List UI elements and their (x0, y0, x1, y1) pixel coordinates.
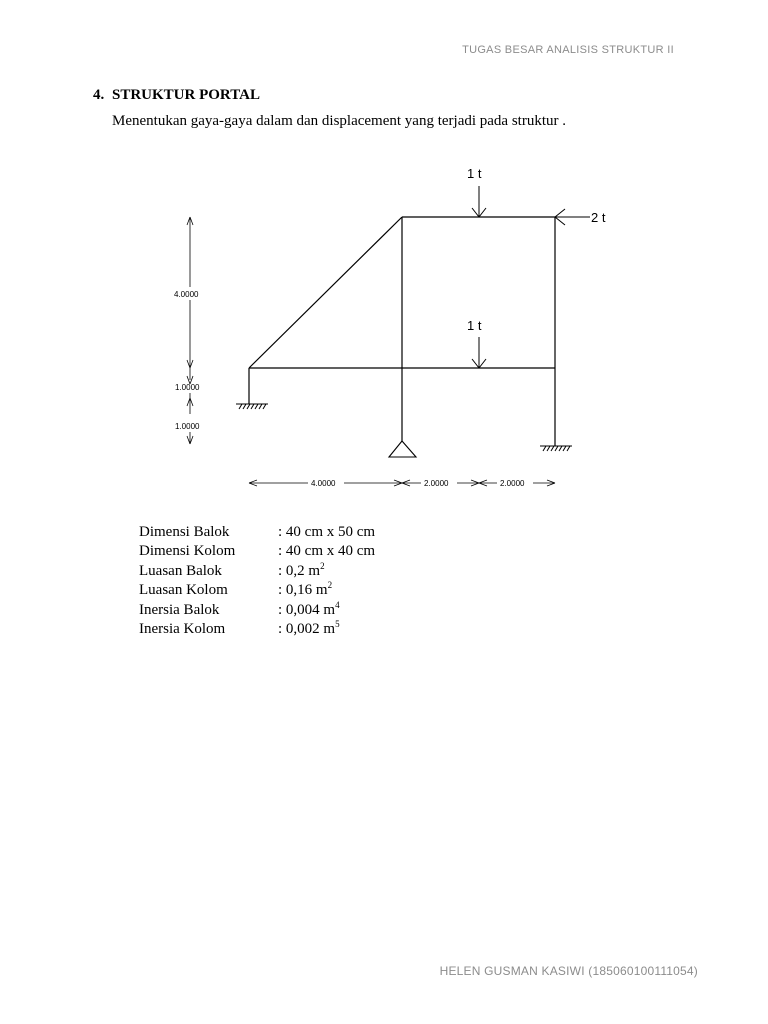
property-value: : 0,2 m (278, 562, 321, 579)
vertical-dim-mid: 1.0000 (175, 383, 200, 392)
section-number: 4. (93, 87, 105, 103)
property-exponent: 4 (335, 599, 340, 610)
property-row (139, 562, 375, 581)
property-row (139, 581, 375, 600)
property-label: Inersia Kolom (139, 620, 226, 637)
property-row (139, 542, 375, 561)
property-label: Dimensi Balok (139, 524, 230, 540)
property-value: : 0,004 m (278, 601, 336, 618)
property-row (139, 620, 375, 639)
left-fixed-support (236, 404, 268, 409)
property-label: Inersia Balok (139, 601, 220, 618)
property-row (139, 601, 375, 620)
property-value: : 40 cm x 50 cm (278, 524, 376, 540)
top-beam-load-arrow (472, 186, 486, 217)
vertical-dim-upper: 4.0000 (174, 290, 199, 299)
property-exponent: 5 (335, 618, 340, 629)
mid-beam-load-label: 1 t (467, 318, 482, 333)
page-footer: HELEN GUSMAN KASIWI (185060100111054) (439, 964, 698, 978)
pin-support (389, 441, 416, 457)
property-label: Dimensi Kolom (139, 543, 236, 560)
top-beam-load-label: 1 t (467, 166, 482, 181)
property-label: Luasan Kolom (139, 582, 228, 599)
horizontal-dim-middle: 2.0000 (424, 479, 449, 488)
horizontal-dim-left: 4.0000 (311, 479, 336, 488)
right-node-load-label: 2 t (591, 210, 606, 225)
property-value: : 40 cm x 40 cm (278, 543, 376, 560)
property-label: Luasan Balok (139, 562, 222, 579)
mid-beam-load-arrow (472, 337, 486, 368)
right-fixed-support (540, 446, 572, 451)
property-value: : 0,16 m (278, 582, 328, 599)
property-exponent: 2 (320, 560, 325, 571)
intro-text: Menentukan gaya-gaya dalam dan displacement yang terjadi pada struktur . (112, 113, 566, 129)
section-properties (139, 523, 375, 639)
vertical-dim-lower: 1.0000 (175, 422, 200, 431)
page-header: TUGAS BESAR ANALISIS STRUKTUR II (462, 44, 674, 56)
horizontal-dim-right: 2.0000 (500, 479, 525, 488)
property-row (139, 523, 375, 542)
diagonal-member (249, 217, 402, 368)
section-title: STRUKTUR PORTAL (112, 87, 260, 103)
vertical-dimension-lines (187, 217, 193, 444)
right-node-load-arrow (555, 209, 590, 225)
property-value: : 0,002 m (278, 620, 336, 637)
property-exponent: 2 (327, 580, 333, 591)
